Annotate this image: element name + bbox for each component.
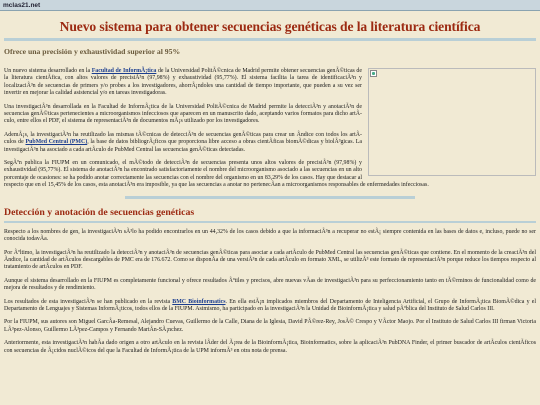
article-subtitle: Ofrece una precisión y exhaustividad superior al 95% bbox=[4, 47, 181, 56]
section-paragraph-4: Los resultados de esta investigaciÃ³n se han publicado en la revista BMC Bioinformatics. En ella estÃ¡n implicados miembros del Departamento de Inteligencia Artificial, el Grupo de InformÃ¡tica BiomÃ©dica y el Departamento de Lenguajes y Sistemas InformÃ¡ticos, todos ellos de la FIUPM. Asimismo, ha participado en la investigaciÃ³n la Unidad de BioinformÃ¡tica y salud pÃºblica del Instituto de Salud Carlos III. bbox=[4, 298, 536, 312]
section-title-underline bbox=[4, 221, 536, 223]
paragraph-3: AdemÃ¡s, la investigaciÃ³n ha reutilizado las mismas tÃ©cnicas de detecciÃ³n de secuencias genÃ©ticas para crear un Ãndice con todos los artÃculos de PubMed Central (PMC), la base de datos bibliogrÃ¡ficos que proporciona libre acceso a obras cientÃficas biomÃ©dicas y biolÃ³gicas. La investigaciÃ³n ha asociado a cada artÃculo de PubMed Central las secuencias genÃ©ticas detectadas. bbox=[4, 131, 362, 153]
page-title: Nuevo sistema para obtener secuencias genéticas de la literatura científica bbox=[59, 19, 481, 34]
link-bmc-bioinformatics[interactable]: BMC Bioinformatics bbox=[172, 298, 226, 305]
section-paragraph-3: Aunque el sistema desarrollado en la FIUPM es completamente funcional y ofrece resultados Ãºtiles y precisos, abre nuevas vÃas de investigaciÃ³n para su perfeccionamiento tanto en tÃ©rminos de funcionalidad como de mejora de resultados y de rendimiento. bbox=[4, 277, 536, 292]
link-facultad-informatica[interactable]: Facultad de InformÃ¡tica bbox=[91, 68, 157, 74]
section-paragraph-5: Por la FIUPM, sus autores son Miguel GarcÃa-Remesal, Alejandro Cuevas, Guillermo de la Calle, Diana de la Iglesia, David PÃ©rez-Rey, JosÃ© Crespo y VÃctor Maojo. Por el Instituto de Salud Carlos III firman Victoria LÃ³pez-Alonso, Guillermo LÃ³pez-Campos y Fernando MartÃn-SÃ¡nchez. bbox=[4, 319, 536, 333]
section-paragraph-1: Respecto a los nombres de gen, la investigaciÃ³n sÃ³lo ha podido encontrarlos en un 44,32% de los casos debido a que la informaciÃ³n a recuperar no estÃ¡ siempre contenida en las bases de datos e, incluso, puede no ser conocida todavÃa. bbox=[4, 228, 536, 243]
site-header bbox=[0, 0, 540, 11]
paragraph-2: Una investigaciÃ³n desarrollada en la Facultad de InformÃ¡tica de la Universidad PolitÃ©cnica de Madrid permite la detecciÃ³n y anotaciÃ³n de secuencias genÃ©ticas pertenecientes a microorganismos infecciosos que aparecen en un manuscrito dado, aceptando varios formatos para dicho artÃculo, entre ellos el PDF, el sistema de representaciÃ³n de documentos mÃ¡s utilizado por los investigadores. bbox=[4, 103, 362, 125]
section-title: Detección y anotación de secuencias genéticas bbox=[4, 206, 195, 218]
section-divider bbox=[125, 196, 415, 199]
article-image bbox=[368, 68, 536, 176]
section-paragraph-6: Anteriormente, esta investigaciÃ³n habÃa dado origen a otro artÃculo en la revista lÃder del Ã¡rea de la BioinformÃ¡tica, Bioinformatics, sobre la aplicaciÃ³n PubDNA Finder, el primer buscador de artÃculos cientÃficos con secuencias de Ã¡cidos nuclÃ©icos del que la Facultad de InformÃ¡tica de la UPM informÃ³ en otra nota de prensa. bbox=[4, 340, 536, 354]
broken-image-icon bbox=[370, 70, 377, 77]
link-pubmed-central[interactable]: PubMed Central (PMC) bbox=[25, 139, 88, 146]
paragraph-1: Un nuevo sistema desarrollado en la Facultad de InformÃ¡tica de la Universidad PolitÃ©cnica de Madrid permite obtener secuencias genÃ©ticas de la literatura cientÃfica, con altos valores de precisiÃ³n (97,98%) y exhaustividad (95,77%). El sistema facilita la tarea de identificaciÃ³n y localizaciÃ³n de secuencias de primers y/o probes a los investigadores, ahorrÃ¡ndoles una cantidad de tiempo importante, que pueden a su vez ser invertir en mejorar la calidad asistencial y/o en tareas investigadoras. bbox=[4, 68, 362, 97]
title-divider bbox=[4, 38, 536, 41]
site-name[interactable]: mclas21.net bbox=[3, 2, 41, 9]
article bbox=[4, 13, 536, 355]
intro-block bbox=[4, 68, 536, 154]
paragraph-4: SegÃºn publica la FIUPM en un comunicado, el mÃ©todo de detecciÃ³n de secuencias presenta unos altos valores de precisiÃ³n (97,98%) y exhaustividad (95,77%). El sistema de anotaciÃ³n ha encontrado satisfactoriamente el nombre del microorganismo asociado a las secuencias en un alto porcentaje de ocasiones: se ha podido anotar correctamente las secuencias con el nombre del organismo en un 83,29% de los casos. Hay que destacar al respecto que en el 15,45% de los casos, esta anotaciÃ³n era imposible, ya que las secuencias a anotar no pertenecÃan a microorganismos responsables de enfermedades infecciosas. bbox=[4, 160, 429, 189]
section-paragraph-2: Por Ãºltimo, la investigaciÃ³n ha reutilizado la detecciÃ³n y anotaciÃ³n de secuencias genÃ©ticas para asociar a cada artÃculo de PubMed Central las secuencias genÃ©ticas que contiene. En el momento de la creaciÃ³n del Ãndice, la cantidad de artÃculos descargables de PMC era de 176.672. Como se disponÃa de una versiÃ³n de cada artÃculo en formato XML, se utilizÃ³ este formato de representaciÃ³n porque reduce los tiempos respecto al tratamiento de artÃculos en PDF. bbox=[4, 249, 536, 271]
